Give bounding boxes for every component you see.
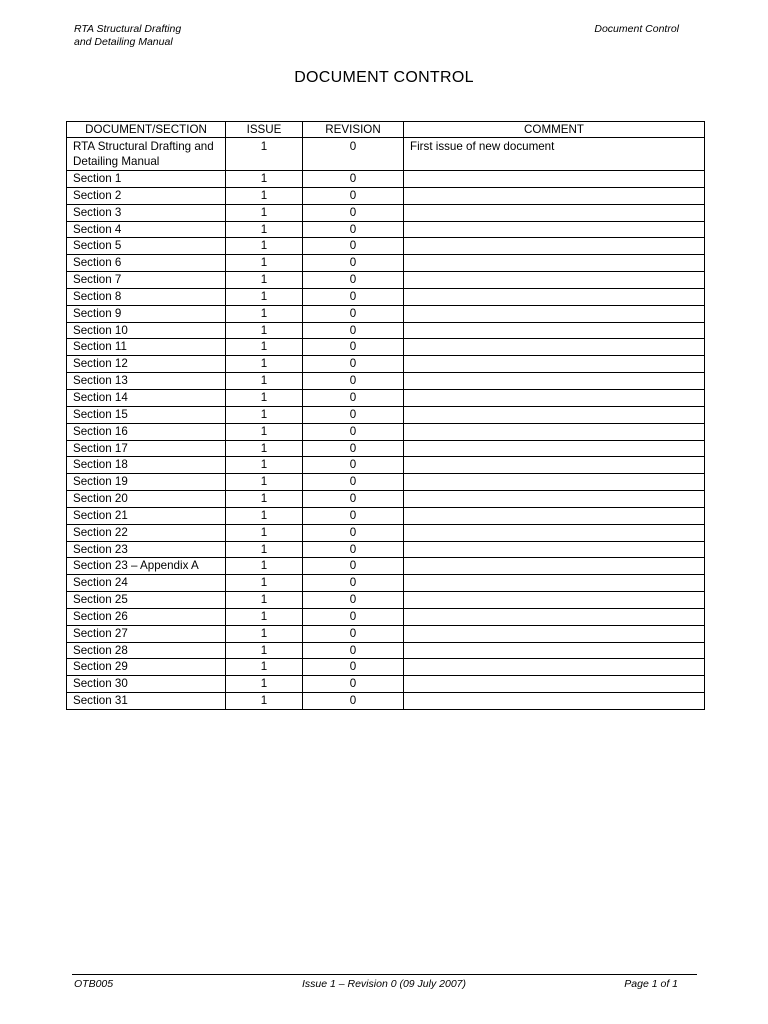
cell-document: Section 19 bbox=[67, 474, 226, 491]
cell-revision: 0 bbox=[303, 204, 404, 221]
cell-revision: 0 bbox=[303, 288, 404, 305]
table-row bbox=[67, 642, 705, 659]
cell-comment bbox=[404, 507, 705, 524]
cell-comment bbox=[404, 541, 705, 558]
cell-document: Section 20 bbox=[67, 491, 226, 508]
cell-document: Section 4 bbox=[67, 221, 226, 238]
cell-issue: 1 bbox=[226, 238, 303, 255]
cell-issue: 1 bbox=[226, 642, 303, 659]
cell-document: Section 15 bbox=[67, 406, 226, 423]
cell-comment bbox=[404, 238, 705, 255]
cell-issue: 1 bbox=[226, 373, 303, 390]
cell-issue: 1 bbox=[226, 322, 303, 339]
cell-document: Section 2 bbox=[67, 187, 226, 204]
table-row bbox=[67, 659, 705, 676]
cell-document: Section 17 bbox=[67, 440, 226, 457]
cell-comment bbox=[404, 524, 705, 541]
footer-divider bbox=[72, 974, 697, 975]
table-row bbox=[67, 373, 705, 390]
cell-document: Section 6 bbox=[67, 255, 226, 272]
cell-revision: 0 bbox=[303, 659, 404, 676]
cell-document: Section 30 bbox=[67, 676, 226, 693]
cell-comment bbox=[404, 221, 705, 238]
cell-issue: 1 bbox=[226, 457, 303, 474]
cell-issue: 1 bbox=[226, 138, 303, 171]
header-manual-title-line1: RTA Structural Drafting bbox=[74, 23, 182, 35]
cell-revision: 0 bbox=[303, 238, 404, 255]
table-row bbox=[67, 491, 705, 508]
cell-issue: 1 bbox=[226, 440, 303, 457]
cell-comment bbox=[404, 272, 705, 289]
cell-comment: First issue of new document bbox=[404, 138, 705, 171]
cell-revision: 0 bbox=[303, 676, 404, 693]
cell-comment bbox=[404, 423, 705, 440]
table-row bbox=[67, 608, 705, 625]
cell-issue: 1 bbox=[226, 272, 303, 289]
cell-document: Section 23 – Appendix A bbox=[67, 558, 226, 575]
footer-issue-revision: Issue 1 – Revision 0 (09 July 2007) bbox=[301, 978, 466, 990]
header-manual-title-line2: and Detailing Manual bbox=[74, 36, 173, 48]
cell-comment bbox=[404, 592, 705, 609]
document-control-table bbox=[66, 121, 705, 710]
cell-document: Section 10 bbox=[67, 322, 226, 339]
table-row bbox=[67, 592, 705, 609]
cell-revision: 0 bbox=[303, 524, 404, 541]
table-row bbox=[67, 339, 705, 356]
cell-issue: 1 bbox=[226, 608, 303, 625]
cell-comment bbox=[404, 389, 705, 406]
cell-document: Section 11 bbox=[67, 339, 226, 356]
cell-issue: 1 bbox=[226, 406, 303, 423]
cell-issue: 1 bbox=[226, 541, 303, 558]
cell-comment bbox=[404, 440, 705, 457]
cell-document: Section 1 bbox=[67, 171, 226, 188]
cell-revision: 0 bbox=[303, 423, 404, 440]
cell-issue: 1 bbox=[226, 389, 303, 406]
cell-comment bbox=[404, 642, 705, 659]
table-row bbox=[67, 625, 705, 642]
cell-revision: 0 bbox=[303, 474, 404, 491]
cell-issue: 1 bbox=[226, 204, 303, 221]
cell-comment bbox=[404, 305, 705, 322]
cell-issue: 1 bbox=[226, 524, 303, 541]
cell-revision: 0 bbox=[303, 272, 404, 289]
cell-comment bbox=[404, 373, 705, 390]
table-row bbox=[67, 507, 705, 524]
cell-issue: 1 bbox=[226, 575, 303, 592]
cell-revision: 0 bbox=[303, 491, 404, 508]
cell-revision: 0 bbox=[303, 389, 404, 406]
table-row bbox=[67, 676, 705, 693]
cell-comment bbox=[404, 339, 705, 356]
cell-issue: 1 bbox=[226, 356, 303, 373]
table-row bbox=[67, 187, 705, 204]
table-row bbox=[67, 423, 705, 440]
cell-issue: 1 bbox=[226, 423, 303, 440]
cell-comment bbox=[404, 558, 705, 575]
cell-document: Section 13 bbox=[67, 373, 226, 390]
cell-document: RTA Structural Drafting and Detailing Manual bbox=[67, 138, 226, 171]
column-header-issue: ISSUE bbox=[226, 122, 303, 138]
cell-revision: 0 bbox=[303, 187, 404, 204]
cell-document: Section 9 bbox=[67, 305, 226, 322]
table-row bbox=[67, 524, 705, 541]
cell-comment bbox=[404, 255, 705, 272]
cell-comment bbox=[404, 693, 705, 710]
table-row bbox=[67, 255, 705, 272]
table-row bbox=[67, 457, 705, 474]
cell-revision: 0 bbox=[303, 440, 404, 457]
table-row bbox=[67, 389, 705, 406]
cell-revision: 0 bbox=[303, 625, 404, 642]
cell-issue: 1 bbox=[226, 221, 303, 238]
cell-document: Section 26 bbox=[67, 608, 226, 625]
table-row bbox=[67, 406, 705, 423]
cell-document: Section 24 bbox=[67, 575, 226, 592]
cell-revision: 0 bbox=[303, 457, 404, 474]
cell-revision: 0 bbox=[303, 406, 404, 423]
header-manual-title bbox=[74, 23, 181, 49]
table-row bbox=[67, 138, 705, 171]
table-row bbox=[67, 356, 705, 373]
cell-issue: 1 bbox=[226, 659, 303, 676]
column-header-comment: COMMENT bbox=[404, 122, 705, 138]
column-header-revision: REVISION bbox=[303, 122, 404, 138]
page-title: DOCUMENT CONTROL bbox=[294, 69, 474, 86]
cell-comment bbox=[404, 608, 705, 625]
cell-document: Section 14 bbox=[67, 389, 226, 406]
table-row bbox=[67, 322, 705, 339]
cell-document: Section 8 bbox=[67, 288, 226, 305]
table-row bbox=[67, 171, 705, 188]
cell-comment bbox=[404, 356, 705, 373]
table-row bbox=[67, 558, 705, 575]
table-row bbox=[67, 221, 705, 238]
cell-issue: 1 bbox=[226, 339, 303, 356]
cell-comment bbox=[404, 575, 705, 592]
table-row bbox=[67, 272, 705, 289]
cell-comment bbox=[404, 474, 705, 491]
cell-document: Section 29 bbox=[67, 659, 226, 676]
table-row bbox=[67, 575, 705, 592]
cell-revision: 0 bbox=[303, 693, 404, 710]
cell-document: Section 3 bbox=[67, 204, 226, 221]
cell-document: Section 31 bbox=[67, 693, 226, 710]
cell-comment bbox=[404, 457, 705, 474]
cell-comment bbox=[404, 659, 705, 676]
cell-issue: 1 bbox=[226, 491, 303, 508]
table-row bbox=[67, 204, 705, 221]
cell-document: Section 21 bbox=[67, 507, 226, 524]
cell-issue: 1 bbox=[226, 171, 303, 188]
table-row bbox=[67, 541, 705, 558]
table-row bbox=[67, 440, 705, 457]
cell-issue: 1 bbox=[226, 187, 303, 204]
cell-revision: 0 bbox=[303, 322, 404, 339]
footer-document-code: OTB005 bbox=[74, 978, 114, 990]
cell-document: Section 12 bbox=[67, 356, 226, 373]
cell-revision: 0 bbox=[303, 305, 404, 322]
cell-revision: 0 bbox=[303, 255, 404, 272]
table-row bbox=[67, 474, 705, 491]
cell-issue: 1 bbox=[226, 474, 303, 491]
cell-revision: 0 bbox=[303, 608, 404, 625]
header-section-name: Document Control bbox=[594, 23, 679, 35]
column-header-document: DOCUMENT/SECTION bbox=[67, 122, 226, 138]
cell-revision: 0 bbox=[303, 138, 404, 171]
cell-issue: 1 bbox=[226, 592, 303, 609]
table-row bbox=[67, 693, 705, 710]
cell-issue: 1 bbox=[226, 693, 303, 710]
footer-page-number: Page 1 of 1 bbox=[624, 978, 678, 990]
table-row bbox=[67, 305, 705, 322]
cell-issue: 1 bbox=[226, 625, 303, 642]
cell-revision: 0 bbox=[303, 507, 404, 524]
cell-document: Section 7 bbox=[67, 272, 226, 289]
cell-issue: 1 bbox=[226, 288, 303, 305]
table-row bbox=[67, 288, 705, 305]
cell-comment bbox=[404, 204, 705, 221]
cell-revision: 0 bbox=[303, 373, 404, 390]
cell-revision: 0 bbox=[303, 642, 404, 659]
cell-document: Section 16 bbox=[67, 423, 226, 440]
cell-revision: 0 bbox=[303, 575, 404, 592]
cell-comment bbox=[404, 406, 705, 423]
cell-revision: 0 bbox=[303, 339, 404, 356]
cell-issue: 1 bbox=[226, 507, 303, 524]
cell-document: Section 18 bbox=[67, 457, 226, 474]
cell-issue: 1 bbox=[226, 255, 303, 272]
cell-revision: 0 bbox=[303, 356, 404, 373]
cell-document: Section 22 bbox=[67, 524, 226, 541]
cell-issue: 1 bbox=[226, 558, 303, 575]
table-header-row bbox=[67, 122, 705, 138]
cell-issue: 1 bbox=[226, 676, 303, 693]
table-row bbox=[67, 238, 705, 255]
cell-comment bbox=[404, 288, 705, 305]
cell-comment bbox=[404, 625, 705, 642]
cell-document: Section 28 bbox=[67, 642, 226, 659]
cell-comment bbox=[404, 187, 705, 204]
cell-document: Section 25 bbox=[67, 592, 226, 609]
cell-issue: 1 bbox=[226, 305, 303, 322]
cell-comment bbox=[404, 171, 705, 188]
cell-revision: 0 bbox=[303, 541, 404, 558]
cell-comment bbox=[404, 322, 705, 339]
cell-revision: 0 bbox=[303, 592, 404, 609]
cell-comment bbox=[404, 491, 705, 508]
cell-document: Section 27 bbox=[67, 625, 226, 642]
cell-revision: 0 bbox=[303, 558, 404, 575]
cell-document: Section 5 bbox=[67, 238, 226, 255]
cell-document: Section 23 bbox=[67, 541, 226, 558]
cell-revision: 0 bbox=[303, 171, 404, 188]
cell-revision: 0 bbox=[303, 221, 404, 238]
cell-comment bbox=[404, 676, 705, 693]
